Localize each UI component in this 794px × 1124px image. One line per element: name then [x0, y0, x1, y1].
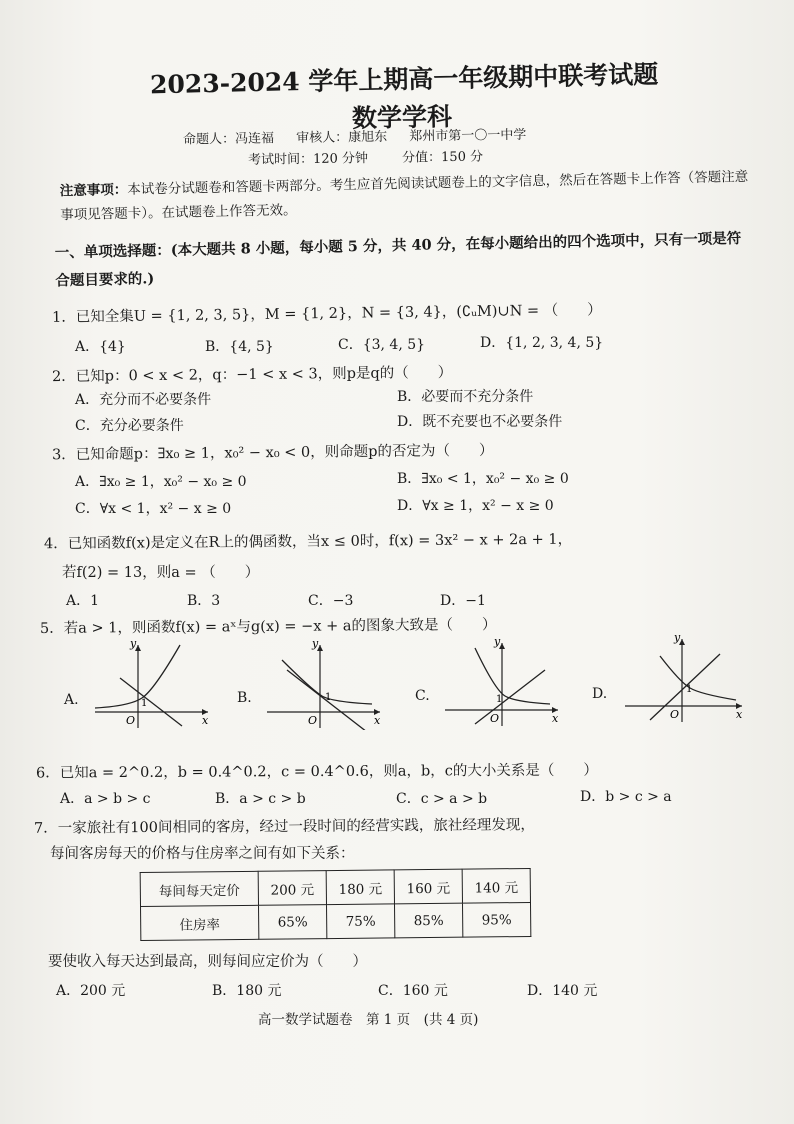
origin-label: O — [308, 714, 318, 727]
one-label: 1 — [325, 692, 332, 703]
one-label: 1 — [141, 698, 148, 709]
question-7-stem-2: 每间客房每天的价格与住房率之间有如下关系： — [50, 846, 355, 862]
q7-option-a: A．200 元 — [56, 983, 126, 999]
table-row — [140, 868, 530, 906]
q6-option-a: A．a > b > c — [60, 791, 151, 807]
price-cell: 200 元 — [258, 871, 326, 906]
q5-option-d-label: D. — [592, 686, 608, 702]
question-2-stem: 2．已知p：0 < x < 2，q：−1 < x < 3，则p是q的（ ） — [51, 364, 453, 386]
q6-option-c: C．c > a > b — [396, 791, 488, 807]
q1-option-d: D．{1, 2, 3, 4, 5} — [480, 335, 604, 351]
q1-option-c: C．{3, 4, 5} — [338, 337, 426, 353]
one-label: 1 — [496, 694, 503, 705]
notice-text: 本试卷分试题卷和答题卡两部分。考生应首先阅读试题卷上的文字信息，然后在答题卡上作答（答题注意事项见答题卡）。在试题卷上作答无效。 — [60, 168, 749, 224]
linear-line — [650, 654, 720, 720]
x-label: x — [374, 714, 381, 727]
q7-option-b: B．180 元 — [212, 983, 282, 999]
price-occupancy-table — [140, 868, 532, 941]
q5-option-c-label: C. — [415, 688, 430, 704]
q5-graph-d — [620, 634, 750, 724]
q4-option-c: C．−3 — [308, 593, 354, 609]
x-label: x — [202, 714, 209, 727]
page-footer: 高一数学试题卷 第 1 页 (共 4 页) — [258, 1012, 479, 1028]
q1-option-a: A．{4} — [75, 339, 126, 355]
origin-label: O — [670, 708, 680, 721]
table-row — [141, 902, 531, 940]
q4-option-b: B．3 — [187, 593, 221, 609]
price-cell: 180 元 — [326, 870, 394, 905]
q2-option-c: C．充分必要条件 — [75, 418, 184, 434]
school: 郑州市第一〇一中学 — [409, 127, 527, 145]
rate-cell: 85% — [394, 903, 462, 938]
q6-option-b: B．a > c > b — [215, 791, 306, 807]
y-label: y — [494, 638, 501, 648]
y-label: y — [312, 640, 319, 650]
row-header-rate: 住房率 — [141, 905, 259, 940]
exam-meta-line-2 — [248, 145, 513, 168]
q7-option-d: D．140 元 — [527, 983, 598, 999]
notice — [60, 165, 751, 227]
rate-cell: 95% — [462, 902, 530, 937]
exam-meta-line-1 — [183, 123, 545, 147]
q4-option-d: D．−1 — [440, 593, 486, 609]
exam-score: 分值：150 分 — [402, 149, 484, 166]
price-cell: 140 元 — [462, 868, 530, 903]
q5-graph-c — [440, 638, 570, 728]
q2-option-d: D．既不充要也不必要条件 — [397, 414, 563, 430]
q2-option-b: B．必要而不充分条件 — [397, 389, 534, 405]
q5-graph-a — [90, 640, 220, 730]
y-label: y — [674, 634, 681, 644]
question-5-stem: 5．若a > 1，则函数f(x) = aˣ与g(x) = −x + a的图象大致是（ ） — [39, 617, 497, 637]
question-3-stem: 3．已知命题p：∃x₀ ≥ 1，x₀² − x₀ < 0，则命题p的否定为（ ） — [51, 442, 494, 464]
reviewer: 审核人：康旭东 — [296, 129, 388, 146]
x-label: x — [736, 708, 743, 721]
q4-option-a: A．1 — [66, 593, 100, 609]
exam-title: 2023-2024 学年上期高一年级期中联考试题 — [149, 59, 659, 100]
origin-label: O — [490, 712, 500, 725]
q5-option-a-label: A. — [64, 692, 79, 708]
rate-cell: 65% — [259, 905, 327, 940]
price-cell: 160 元 — [394, 869, 462, 904]
q1-option-b: B．{4, 5} — [205, 339, 274, 355]
q2-option-a: A．充分而不必要条件 — [75, 392, 212, 408]
q6-option-d: D．b > c > a — [580, 789, 672, 805]
notice-label: 注意事项： — [59, 181, 128, 200]
y-label: y — [130, 640, 137, 650]
exam-time: 考试时间：120 分钟 — [247, 151, 369, 168]
one-label: 1 — [686, 684, 693, 695]
q3-option-a: A．∃x₀ ≥ 1，x₀² − x₀ ≥ 0 — [75, 474, 247, 490]
question-6-stem: 6．已知a = 2^0.2，b = 0.4^0.2，c = 0.4^0.6，则a，b，c的大小关系是（ ） — [35, 762, 598, 782]
author: 命题人：冯连福 — [182, 131, 275, 148]
rate-cell: 75% — [327, 904, 395, 939]
origin-label: O — [126, 714, 136, 727]
row-header-price: 每间每天定价 — [140, 871, 258, 906]
q5-option-b-label: B. — [237, 690, 252, 706]
q3-option-b: B．∃x₀ < 1，x₀² − x₀ ≥ 0 — [397, 471, 569, 487]
q3-option-d: D．∀x ≥ 1，x² − x ≥ 0 — [397, 498, 554, 514]
q5-graph-b — [262, 640, 392, 730]
section-heading: 一、单项选择题：(本大题共 8 小题，每小题 5 分，共 40 分，在每小题给出的四个选项中，只有一项是符合题目要求的.) — [54, 229, 742, 290]
x-label: x — [552, 712, 559, 725]
exp-curve — [660, 656, 736, 700]
question-7-stem: 7．一家旅社有100间相同的客房，经过一段时间的经营实践，旅社经理发现， — [33, 817, 535, 837]
q7-option-c: C．160 元 — [378, 983, 448, 999]
question-1-stem: 1．已知全集U = {1, 2, 3, 5}，M = {1, 2}，N = {3, 4}，(∁ᵤM)∪N = （ ） — [51, 302, 602, 326]
q3-option-c: C．∀x < 1，x² − x ≥ 0 — [75, 501, 232, 517]
question-4-stem-2: 若f(2) = 13，则a = （ ） — [62, 565, 260, 581]
linear-line — [475, 670, 545, 724]
question-7-stem-3: 要使收入每天达到最高，则每间应定价为（ ） — [48, 954, 367, 970]
question-4-stem: 4．已知函数f(x)是定义在R上的偶函数，当x ≤ 0时，f(x) = 3x² − x + 2a + 1， — [43, 531, 573, 553]
subject-title: 数学学科 — [351, 102, 453, 133]
